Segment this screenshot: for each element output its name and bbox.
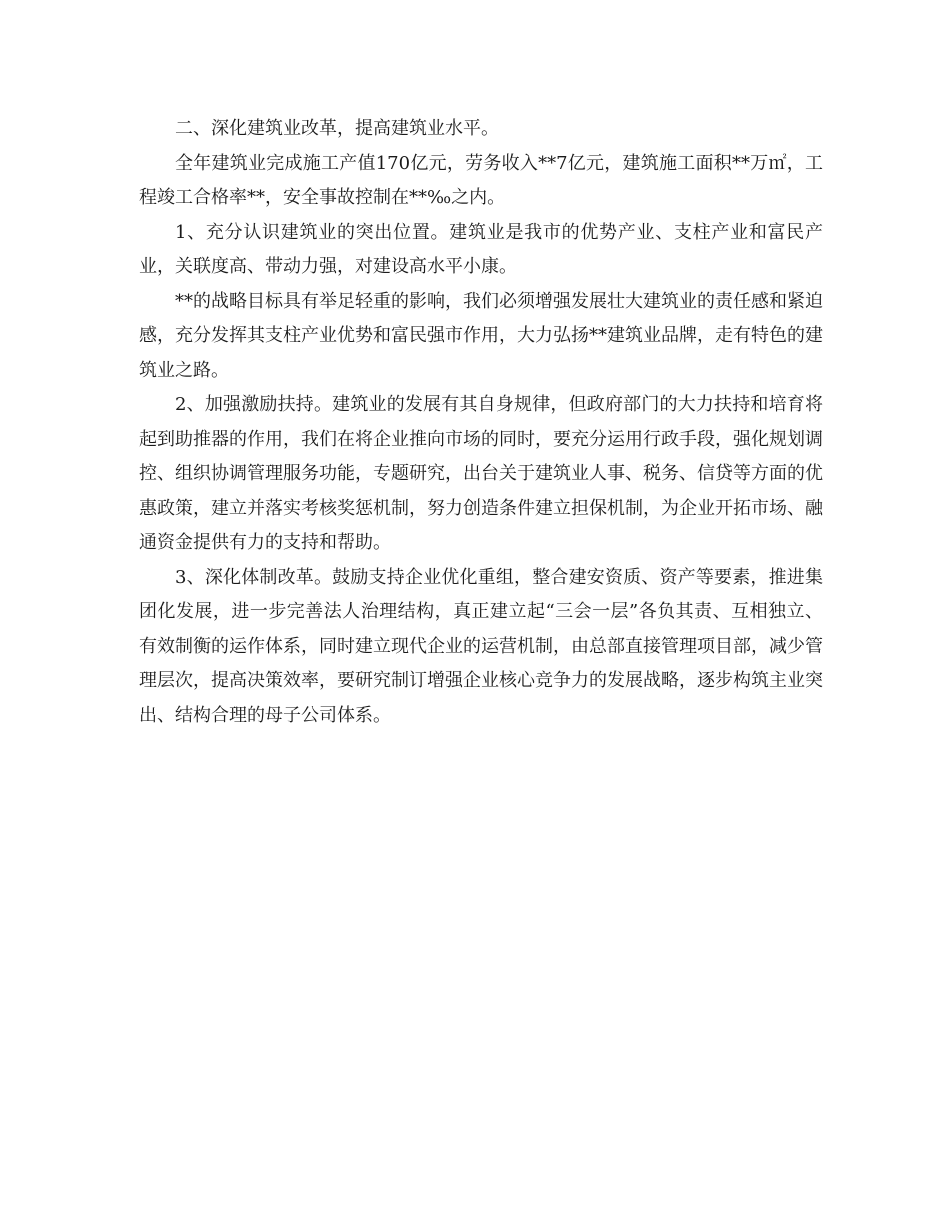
paragraph: 1、充分认识建筑业的突出位置。建筑业是我市的优势产业、支柱产业和富民产业，关联度高、带动力强，对建设高水平小康。 xyxy=(139,221,823,277)
section-heading: 二、深化建筑业改革，提高建筑业水平。 xyxy=(175,118,499,139)
paragraph: 3、深化体制改革。鼓励支持企业优化重组，整合建安资质、资产等要素，推进集团化发展，进一步完善法人治理结构，真正建立起“三会一层”各负其责、互相独立、有效制衡的运作体系，同时建立现代企业的运营机制，由总部直接管理项目部，减少管理层次，提高决策效率，要研究制订增强企业核心竞争力的发展战略，逐步构筑主业突出、结构合理的母子公司体系。 xyxy=(139,566,823,726)
paragraph: 2、加强激励扶持。建筑业的发展有其自身规律，但政府部门的大力扶持和培育将起到助推器的作用，我们在将企业推向市场的同时，要充分运用行政手段，强化规划调控、组织协调管理服务功能，专题研究，出台关于建筑业人事、税务、信贷等方面的优惠政策，建立并落实考核奖惩机制，努力创造条件建立担保机制，为企业开拓市场、融通资金提供有力的支持和帮助。 xyxy=(139,394,823,553)
document-body xyxy=(139,112,823,733)
paragraph: 全年建筑业完成施工产值170亿元，劳务收入**7亿元，建筑施工面积**万㎡，工程竣工合格率**，安全事故控制在**‰之内。 xyxy=(139,152,823,208)
paragraph: **的战略目标具有举足轻重的影响，我们必须增强发展壮大建筑业的责任感和紧迫感，充分发挥其支柱产业优势和富民强市作用，大力弘扬**建筑业品牌，走有特色的建筑业之路。 xyxy=(139,290,823,381)
